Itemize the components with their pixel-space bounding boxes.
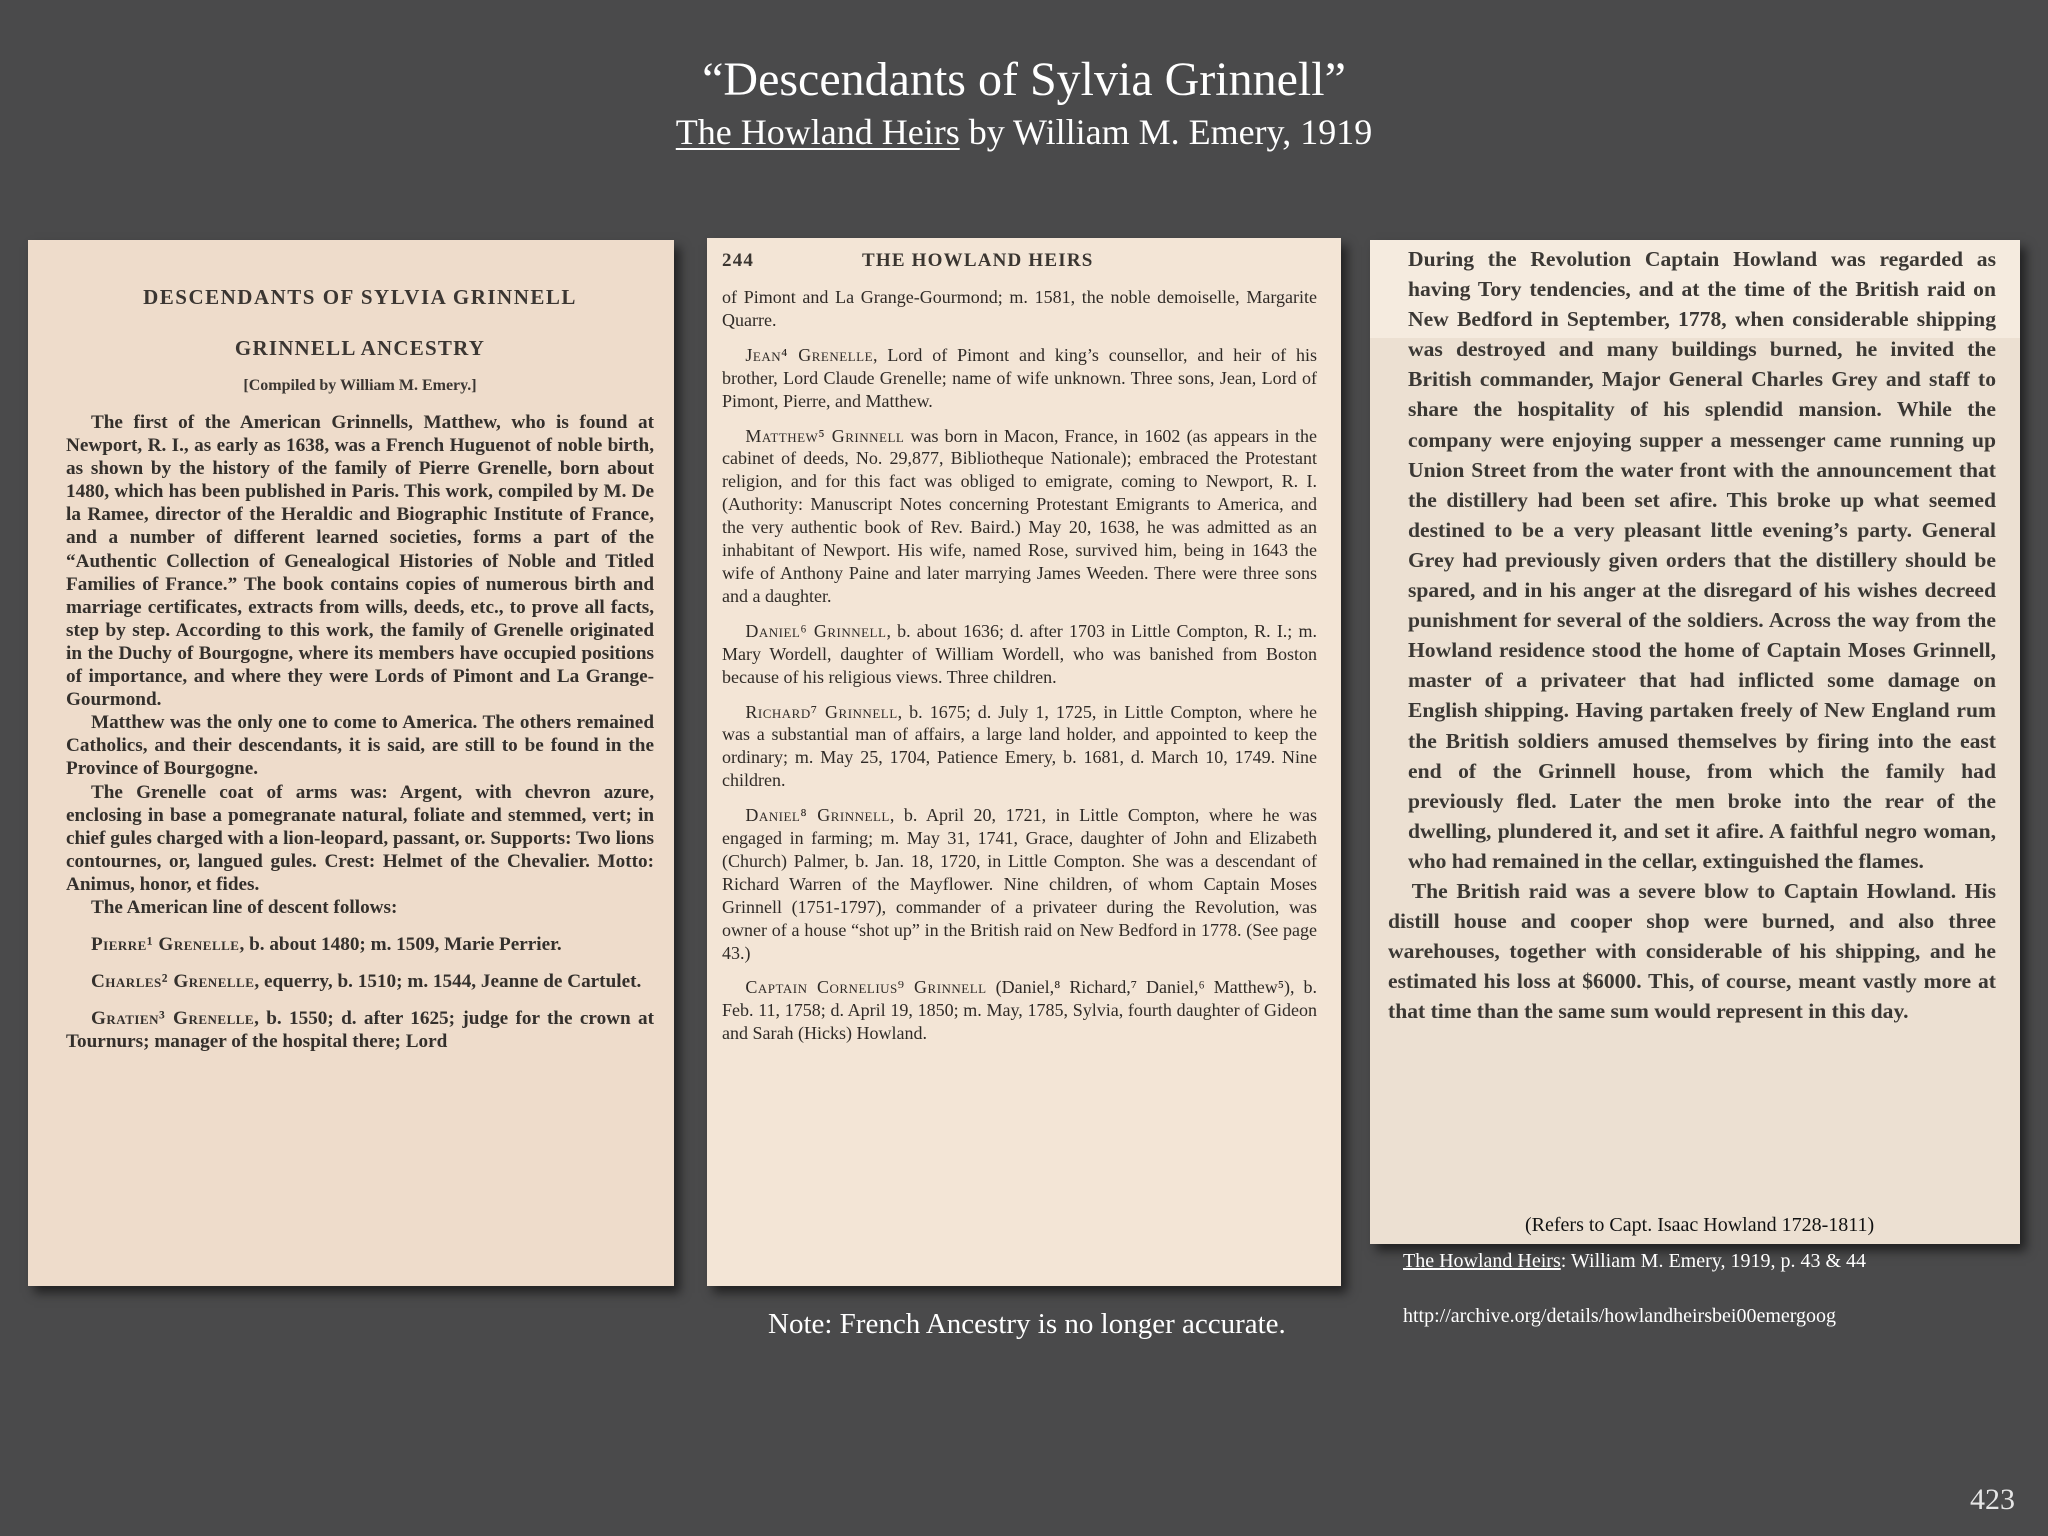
slide-page-number: 423 [1970, 1483, 2015, 1516]
page2-running-head [722, 250, 1317, 272]
page2-entry [722, 976, 1317, 1045]
page1-paragraph: The American line of descent follows: [90, 896, 398, 918]
entry-text: was born in Macon, France, in 1602 (as appears in the cabinet of deeds, No. 29,877, Bibliotheque Nationale); embraced the Protestant religion, and for this fact was obliged to emigrate, coming to Newport, R. I. (Authority: Manuscript Notes concerning Protestant Emigrants to America, and the very authentic book of Rev. Baird.) May 20, 1638, he was admitted as an inhabitant of Newport. His wife, named Rose, survived him, being in 1643 the wife of Anthony Paine and later marrying James Weeden. There were three sons and a daughter. [722, 425, 1317, 606]
entry-text: , b. 1550; d. after 1625; judge for the crown at Tournurs; manager of the hospital there; Lord [66, 1008, 654, 1053]
entry-name: Richard⁷ Grinnell [745, 701, 898, 722]
subtitle-book-title: The Howland Heirs [675, 112, 960, 152]
page2-entry [722, 344, 1317, 413]
entry-name: Daniel⁶ Grinnell [745, 620, 887, 641]
page2-continuation: of Pimont and La Grange-Gourmond; m. 1581, the noble demoiselle, Margarite Quarre. [722, 287, 1317, 330]
page2-entry [722, 701, 1317, 793]
page2-entry [722, 804, 1317, 964]
page1-entry [66, 1007, 654, 1053]
book-page-raid-excerpt [1370, 240, 2020, 1244]
page1-paragraph: Matthew was the only one to come to America. The others remained Catholics, and their descendants, it is said, are still to be found in the Province of Bourgogne. [66, 712, 654, 780]
entry-name: Charles² Grenelle [90, 971, 255, 993]
page2-entry [722, 620, 1317, 689]
entry-name: Captain Cornelius⁹ Grinnell [745, 977, 987, 998]
page2-running-title: THE HOWLAND HEIRS [862, 250, 1094, 271]
entry-text: , b. about 1480; m. 1509, Marie Perrier. [239, 934, 562, 956]
page1-entry [66, 970, 654, 993]
page1-compiled-note: [Compiled by William M. Emery.] [243, 377, 477, 394]
slide-title: “Descendants of Sylvia Grinnell” [702, 53, 1346, 106]
page2-body [722, 286, 1317, 1045]
entry-text: , Lord of Pimont and king’s counsellor, and heir of his brother, Lord Claude Grenelle; name of wife unknown. Three sons, Jean, Lord of Pimont, Pierre, and Matthew. [722, 344, 1317, 411]
page1-body [66, 411, 654, 1053]
entry-name: Matthew⁵ Grinnell [745, 425, 905, 446]
accuracy-note: Note: French Ancestry is no longer accurate. [768, 1308, 1286, 1340]
entry-text: (Daniel,⁸ Richard,⁷ Daniel,⁶ Matthew⁵), b. Feb. 11, 1758; d. April 19, 1850; m. May, 1785, Sylvia, fourth daughter of Gideon and Sarah (Hicks) Howland. [722, 977, 1317, 1044]
entry-name: Daniel⁸ Grinnell [745, 805, 890, 826]
page2-entry [722, 425, 1317, 608]
slide-subtitle [0, 110, 2048, 154]
citation-book-title: The Howland Heirs [1403, 1250, 1561, 1272]
source-citation [1403, 1250, 1866, 1273]
annotation-refers: (Refers to Capt. Isaac Howland 1728-1811) [1525, 1214, 1875, 1236]
subtitle-author-year: by William M. Emery, 1919 [959, 112, 1373, 152]
page1-subheading: GRINNELL ANCESTRY [234, 336, 486, 360]
page1-heading: DESCENDANTS OF SYLVIA GRINNELL [143, 285, 577, 309]
page3-paragraph: The British raid was a severe blow to Captain Howland. His distill house and cooper shop were burned, and also three warehouses, together with considerable of his shipping, and he estimated his loss at $6000. This, of course, meant vastly more at that time than the same sum would represent in this day. [1388, 878, 1996, 1024]
book-page-descendants [28, 240, 674, 1286]
entry-text: , b. about 1636; d. after 1703 in Little Compton, R. I.; m. Mary Wordell, daughter of William Wordell, who was banished from Boston because of his religious views. Three children. [722, 620, 1317, 687]
source-url[interactable]: http://archive.org/details/howlandheirsbei00emergoog [1403, 1305, 1837, 1327]
citation-details: : William M. Emery, 1919, p. 43 & 44 [1560, 1250, 1867, 1272]
page1-entry [66, 933, 654, 956]
page3-paragraph: During the Revolution Captain Howland was regarded as having Tory tendencies, and at the time of the British raid on New Bedford in September, 1778, when considerable shipping was destroyed and many buildings burned, he invited the British commander, Major General Charles Grey and staff to share the hospitality of his splendid mansion. While the company were enjoying supper a messenger came running up Union Street from the water front with the announcement that the distillery had been set afire. This broke up what seemed destined to be a very pleasant little evening’s party. General Grey had previously given orders that the distillery should be spared, and in his anger at the disregard of his wishes decreed punishment for several of the soldiers. Across the way from the Howland residence stood the home of Captain Moses Grinnell, master of a privateer that had inflicted some damage on English shipping. Having partaken freely of New England rum the British soldiers amused themselves by firing into the east end of the Grinnell house, from which the family had previously fled. Later the men broke into the rear of the dwelling, plundered it, and set it afire. A faithful negro woman, who had remained in the cellar, extinguished the flames. [1408, 247, 1996, 873]
page1-paragraph: The Grenelle coat of arms was: Argent, with chevron azure, enclosing in base a pomegranate natural, foliate and stemmed, vert; in chief gules charged with a lion-leopard, passant, or. Supports: Two lions contournes, or, langued gules. Crest: Helmet of the Chevalier. Motto: Animus, honor, et fides. [66, 781, 654, 895]
book-page-244 [707, 238, 1341, 1286]
page1-paragraph: The first of the American Grinnells, Matthew, who is found at Newport, R. I., as early as 1638, was a French Huguenot of noble birth, as shown by the history of the family of Pierre Grenelle, born about 1480, which has been published in Paris. This work, compiled by M. De la Ramee, director of the Heraldic and Biographic Institute of France, and a number of different learned societies, forms a part of the “Authentic Collection of Genealogical Histories of Noble and Titled Families of France.” The book contains copies of numerous birth and marriage certificates, extracts from wills, deeds, etc., to prove all facts, step by step. According to this work, the family of Grenelle originated in the Duchy of Bourgogne, where its members have occupied positions of importance, and where they were Lords of Pimont and La Grange-Gourmond. [66, 412, 654, 711]
entry-text: , b. 1675; d. July 1, 1725, in Little Compton, where he was a substantial man of affairs, a large land holder, and appointed to keep the ordinary; m. May 25, 1704, Patience Emery, b. 1681, d. March 10, 1749. Nine children. [722, 701, 1317, 791]
entry-name: Pierre¹ Grenelle [90, 934, 240, 956]
page3-body [1388, 244, 1996, 1026]
entry-name: Jean⁴ Grenelle [745, 344, 874, 365]
entry-text: , equerry, b. 1510; m. 1544, Jeanne de Cartulet. [254, 971, 642, 993]
entry-name: Gratien³ Grenelle [90, 1008, 255, 1030]
entry-text: , b. April 20, 1721, in Little Compton, where he was engaged in farming; m. May 31, 1741, Grace, daughter of John and Elizabeth (Church) Palmer, b. Jan. 18, 1720, in Little Compton. She was a descendant of Richard Warren of the Mayflower. Nine children, of whom Captain Moses Grinnell (1751-1797), commander of a privateer during the Revolution, was owner of a house “shot up” in the British raid on New Bedford in 1778. (See page 43.) [722, 805, 1317, 963]
page2-page-number: 244 [722, 250, 755, 271]
